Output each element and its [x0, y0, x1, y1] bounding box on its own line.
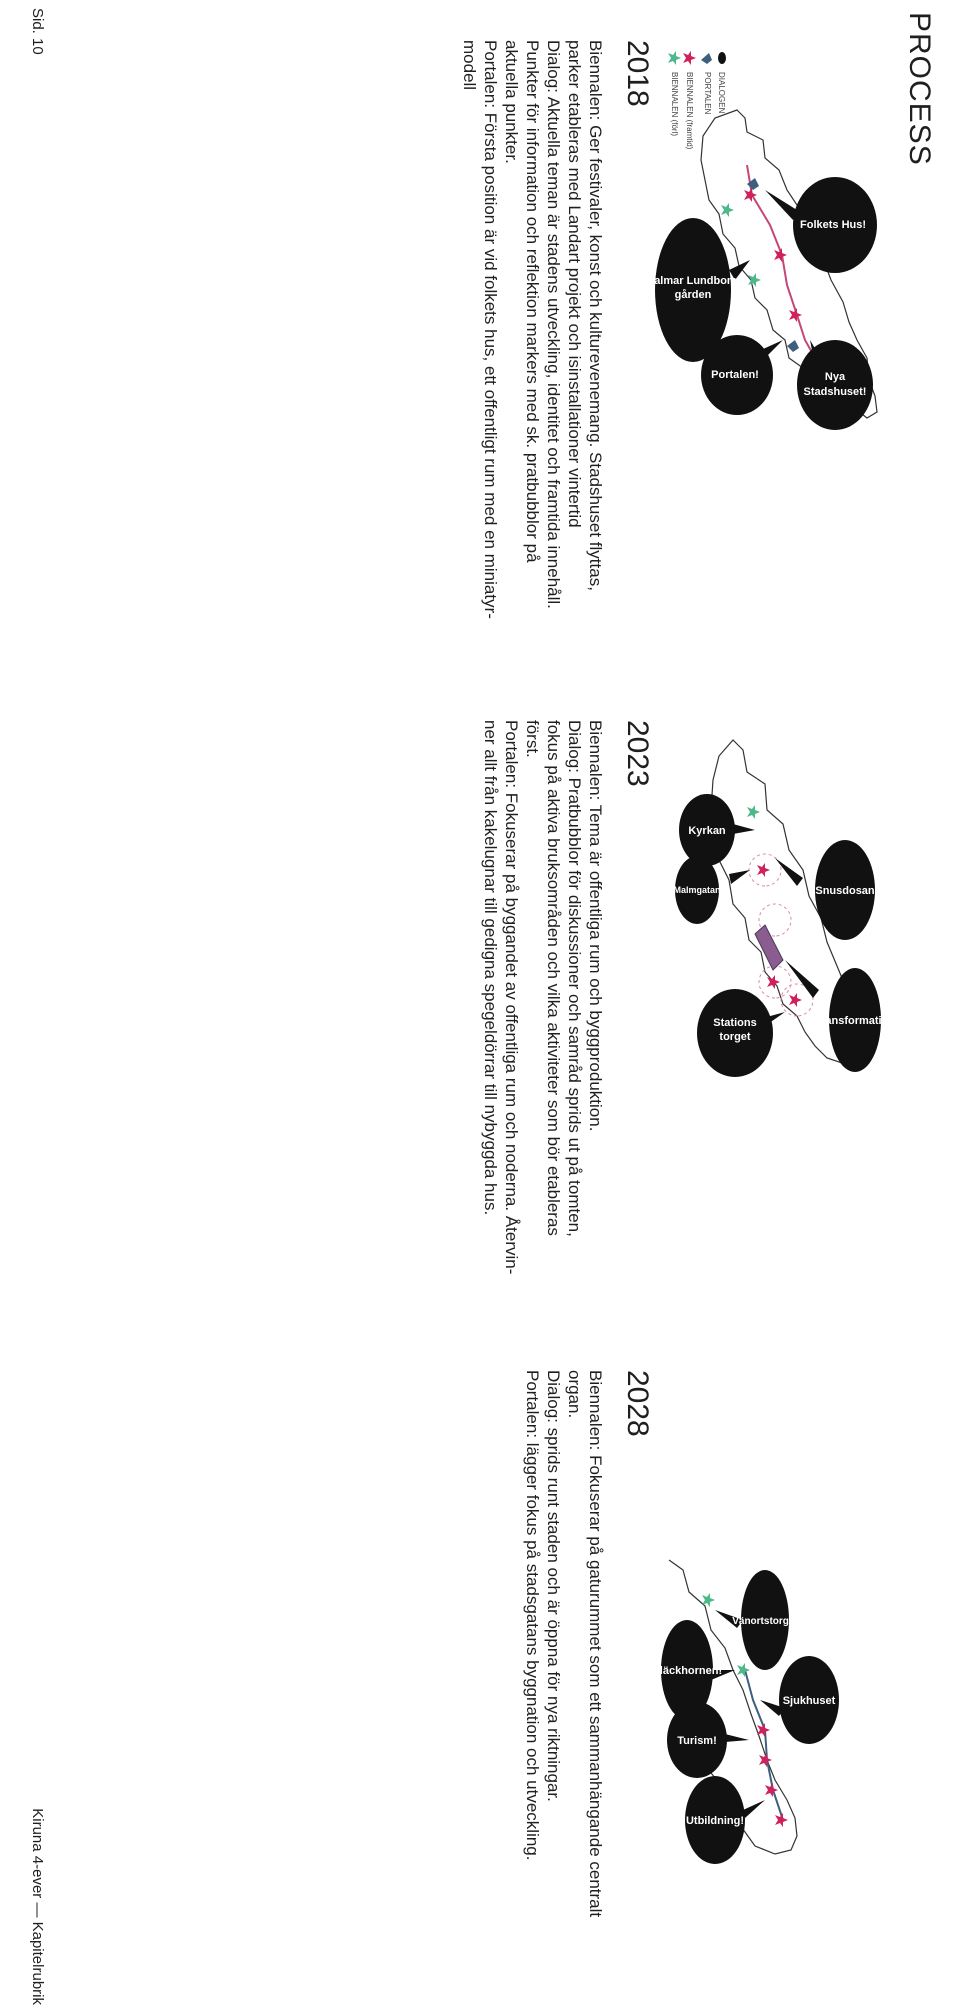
text-line: Dialog: Pratbubblor för diskussioner och samråd sprids ut på tomten, [565, 720, 584, 1237]
speech-bubble-nya-stadshuset [797, 340, 873, 430]
text-2023 [480, 720, 606, 1360]
speech-bubble-kyrkan [679, 794, 755, 866]
text-line: modell [460, 40, 479, 91]
text-line: aktuella punkter. [502, 40, 521, 164]
map-2018 [643, 40, 915, 540]
text-line: ner allt från kakelugnar till gedigna spegeldörrar till nybyggda hus. [481, 720, 500, 1216]
star-past-legend-icon [668, 51, 681, 65]
svg-text:Vänortstorget: Vänortstorget [732, 1616, 798, 1627]
text-line: Dialog: sprids runt staden och är öppna för nya riktningar. [544, 1370, 563, 1802]
star-icon [765, 1783, 778, 1797]
star-icon [747, 805, 760, 819]
svg-text:Stadshuset!: Stadshuset! [803, 386, 867, 398]
portal-icon [787, 340, 799, 352]
legend-dialog: DIALOGEN [717, 72, 726, 114]
text-line: Portalen: Fokuserar på byggandet av offentliga rum och noderna. Återvin- [502, 720, 521, 1275]
star-icon [775, 1813, 788, 1827]
speech-bubble-utbildning [685, 1776, 765, 1864]
map-2023 [665, 720, 915, 1220]
svg-text:Bläckhornen!: Bläckhornen! [651, 1665, 723, 1677]
text-line: Portalen: lägger fokus på stadsgatans byggnation och utveckling. [523, 1370, 542, 1861]
svg-text:Turism!: Turism! [677, 1735, 717, 1747]
text-line: parker etableras med Landart projekt och isinstallationer vintertid [565, 40, 584, 528]
plaza-shape [755, 925, 783, 970]
speech-bubble-transformation [785, 960, 895, 1072]
svg-text:torget: torget [719, 1031, 751, 1043]
svg-text:Kyrkan: Kyrkan [688, 825, 726, 837]
map-2028 [651, 1370, 915, 1870]
portal-legend-icon [701, 53, 712, 64]
star-icon [774, 248, 787, 262]
year-2023: 2023 [621, 720, 654, 787]
speech-bubble-sjukhuset [760, 1656, 839, 1744]
star-future-legend-icon [683, 51, 696, 65]
svg-text:Sjukhuset: Sjukhuset [782, 1695, 836, 1707]
speech-bubble-malmgatan [673, 856, 750, 924]
text-line: organ. [565, 1370, 584, 1419]
star-icon [757, 863, 770, 877]
svg-text:Folkets Hus!: Folkets Hus! [799, 219, 867, 231]
text-2018 [459, 40, 606, 680]
speech-bubble-stationstorget [697, 989, 785, 1077]
star-icon [748, 273, 761, 287]
legend-portal: PORTALEN [703, 72, 712, 115]
svg-text:Transformation: Transformation [814, 1015, 896, 1027]
legend-biennial-future: BIENNALEN (framtid) [685, 72, 694, 150]
svg-text:Utbildning!: Utbildning! [685, 1815, 745, 1827]
legend-biennial-past: BIENNALEN (förl) [670, 72, 679, 137]
text-line: Portalen: Första position är vid folkets hus, ett offentligt rum med en miniatyr- [481, 40, 500, 619]
star-icon [759, 1753, 772, 1767]
text-line: Punkter för information och reflektion markers med sk. pratbubblor på [523, 40, 542, 563]
year-2028: 2028 [621, 1370, 654, 1437]
svg-text:Malmgatan: Malmgatan [673, 885, 721, 895]
speech-bubble-blackhornen [652, 1620, 735, 1720]
svg-text:Hjalmar Lundboms: Hjalmar Lundboms [643, 275, 743, 287]
street-route [745, 1670, 783, 1820]
svg-text:gården: gården [674, 289, 712, 301]
text-line: Biennalen: Ger festivaler, konst och kulturevenemang. Stadshuset flyttas, [586, 40, 605, 591]
text-line: Biennalen: Tema är offentliga rum och byggproduktion. [586, 720, 605, 1132]
star-icon [789, 993, 802, 1007]
running-header: Kiruna 4-ever — Kapitelrubrik [29, 1808, 46, 2005]
text-line: Dialog: Aktuella teman är stadens utveckling, identitet och framtida innehåll. [544, 40, 563, 609]
svg-text:Snusdosan: Snusdosan [815, 885, 875, 897]
star-icon [737, 1663, 750, 1677]
page-number: Sid. 10 [29, 8, 46, 55]
text-2028 [522, 1370, 606, 2010]
svg-text:Portalen!: Portalen! [711, 369, 759, 381]
dialog-legend-icon [718, 52, 726, 64]
text-line: Biennalen: Fokuserar på gaturummet som ett sammanhängande centralt [586, 1370, 605, 1918]
svg-text:Stations: Stations [713, 1017, 757, 1029]
text-line: först. [523, 720, 542, 758]
page-title: PROCESS [903, 12, 936, 166]
year-2018: 2018 [621, 40, 654, 107]
star-icon [789, 308, 802, 322]
star-icon [721, 203, 734, 217]
svg-text:Nya: Nya [824, 371, 846, 383]
text-line: fokus på aktiva bruksområden och vilka aktiviteter som bör etableras [544, 720, 563, 1236]
map-legend [668, 51, 726, 150]
